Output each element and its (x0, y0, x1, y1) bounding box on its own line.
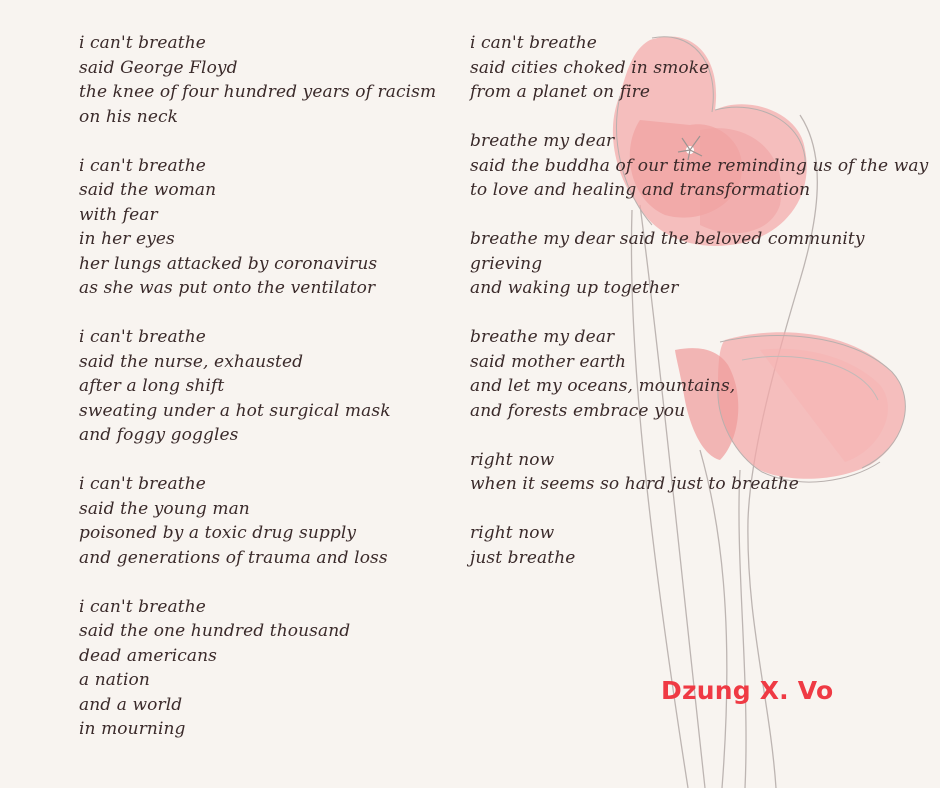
poem-line: dead americans (79, 645, 217, 666)
poem-line: and let my oceans, mountains, (470, 376, 736, 396)
poem-line: said the woman (79, 180, 217, 200)
poem-right-column (470, 31, 929, 595)
stanza (79, 31, 439, 129)
stanza (470, 448, 910, 497)
poem-line: and generations of trauma and loss (79, 547, 388, 568)
poem-line: said the young man (79, 498, 250, 519)
poem-line: i can't breathe (79, 596, 206, 617)
poem-line: after a long shift (79, 376, 225, 396)
poem-line: breathe my dear (470, 327, 615, 347)
stanza (79, 154, 439, 301)
stanza (470, 129, 929, 203)
poem-line: i can't breathe (79, 33, 206, 53)
stanza (470, 227, 910, 301)
poem-line: breathe my dear said the beloved community (470, 229, 865, 249)
poem-line: breathe my dear (470, 131, 615, 151)
poem-line: in her eyes (79, 229, 175, 249)
poem-line: said cities choked in smoke (470, 57, 710, 78)
poem-line: with fear (79, 204, 158, 225)
poem-line: to love and healing and transformation (470, 180, 811, 200)
poem-line: i can't breathe (79, 327, 206, 347)
poem-line: as she was put onto the ventilator (79, 278, 376, 298)
poem-line: poisoned by a toxic drug supply (79, 523, 357, 543)
poem-line: and forests embrace you (470, 400, 686, 421)
poem-line: said mother earth (470, 351, 627, 372)
poem-line: her lungs attacked by coronavirus (79, 253, 378, 274)
poem-line: said George Floyd (79, 57, 238, 78)
poem-line: i can't breathe (79, 155, 206, 176)
author-name: Dzung X. Vo (661, 676, 834, 705)
stanza (470, 521, 910, 570)
poem-line: when it seems so hard just to breathe (470, 474, 799, 494)
poem-line: grieving (470, 253, 543, 274)
poem-line: said the buddha of our time reminding us of the way (470, 155, 929, 176)
stanza (470, 325, 910, 423)
poem-line: and foggy goggles (79, 425, 239, 445)
poem-line: said the one hundred thousand (79, 621, 351, 641)
poem-line: from a planet on fire (470, 82, 651, 102)
stanza (79, 325, 439, 448)
poem-line: on his neck (79, 106, 179, 127)
poem-line: and a world (79, 694, 183, 715)
poem-line: i can't breathe (79, 474, 206, 494)
poem-line: and waking up together (470, 278, 679, 298)
poem-line: right now (470, 449, 555, 470)
poem-line: in mourning (79, 719, 186, 739)
stanza (470, 31, 910, 105)
poem-line: just breathe (470, 547, 576, 568)
poem-line: sweating under a hot surgical mask (79, 400, 391, 421)
poem-line: i can't breathe (470, 33, 597, 53)
poem-line: right now (470, 523, 555, 543)
stanza (79, 595, 439, 742)
stanza (79, 472, 439, 570)
poem-left-column (79, 31, 439, 766)
poem-line: said the nurse, exhausted (79, 351, 304, 372)
poem-line: a nation (79, 670, 150, 690)
poem-line: the knee of four hundred years of racism (79, 82, 437, 102)
